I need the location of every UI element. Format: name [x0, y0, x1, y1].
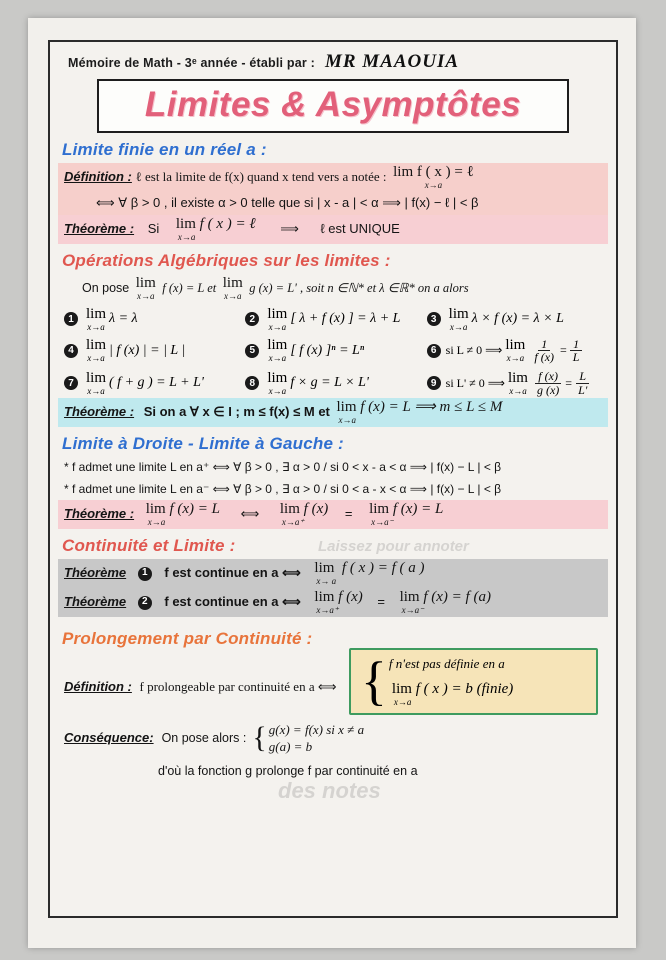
frac-den-6: f (x)	[534, 350, 555, 365]
case-line-1: g(x) = f(x) si x ≠ a	[268, 721, 365, 737]
theorem-label-4: Théorème	[64, 564, 127, 580]
document-sheet	[48, 40, 618, 918]
limit-operator-op2	[267, 307, 287, 332]
item-number-7: 7	[64, 376, 78, 390]
lim-op-text-12: lim f ( x ) = b (finie)	[391, 681, 514, 697]
lim-sub-3: x→a	[137, 290, 155, 301]
theorem-arrow-1: ⟹	[280, 220, 299, 236]
operations-grid	[58, 303, 608, 398]
limit-operator-3	[136, 276, 156, 301]
section-heading-operations: Opérations Algébriques sur les limites :	[62, 250, 391, 270]
lim-sub-op8: x→a	[268, 385, 287, 396]
frac-den-9: g (x)	[536, 382, 560, 397]
theorem-eq-3: =	[344, 505, 353, 521]
fraction-fx-over-gx	[534, 370, 562, 396]
frac-res-den-6: L	[572, 350, 580, 365]
section-heading-prolongement: Prolongement par Continuité :	[62, 629, 313, 648]
operation-item-1	[64, 307, 241, 332]
section-heading-droite-gauche: Limite à Droite - Limite à Gauche :	[62, 434, 344, 454]
lim-op-text-1: lim f ( x ) = ℓ	[393, 164, 474, 180]
lim-op-op4: lim	[86, 337, 107, 354]
paper-page	[28, 18, 636, 948]
operations-intro-c: g (x) = L' , soit n ∈ℕ* et λ ∈ℝ* on a alors	[249, 280, 469, 295]
document-header	[58, 48, 608, 75]
lim-op-op6: lim	[505, 337, 526, 354]
theorem-row-5	[58, 588, 608, 617]
limit-operator-op9	[508, 371, 528, 396]
limit-operator-1	[393, 165, 474, 190]
theorem-text-2: Si on a ∀ x ∈ I ; m ≤ f(x) ≤ M et	[143, 404, 330, 420]
limit-operator-8	[369, 502, 443, 527]
lim-sub-op7: x→a	[87, 385, 105, 396]
consequence-text: On pose alors :	[161, 731, 247, 746]
frac-num-6: 1	[538, 338, 550, 352]
limit-operator-9	[314, 561, 424, 586]
theorem-row-3	[58, 500, 608, 529]
fraction-1-over-L	[570, 338, 583, 364]
limit-operator-10	[314, 590, 362, 615]
limit-operator-op1	[86, 307, 106, 332]
limit-operator-7	[280, 502, 328, 527]
limit-operator-4	[223, 276, 243, 301]
operations-intro-a: On pose	[82, 280, 130, 295]
operation-expr-3: λ × f (x) = λ × L	[471, 311, 564, 327]
lim-op-text-7: lim f (x)	[279, 501, 329, 517]
lim-op-text-6: lim f (x) = L	[145, 501, 220, 517]
lim-sub-6: x→a	[147, 517, 166, 527]
title-box	[97, 79, 569, 133]
operation-item-3	[427, 307, 604, 332]
theorem-equiv-3: ⟺	[240, 505, 260, 521]
lim-op-op3: lim	[448, 305, 469, 322]
lim-op-op1: lim	[86, 305, 107, 322]
item-number-1: 1	[64, 312, 78, 326]
lim-sub-7: x→a⁺	[281, 517, 305, 527]
theorem-row-1	[58, 215, 608, 244]
theorem-text-5: f est continue en a ⟺	[164, 593, 301, 609]
limit-left-line: * f admet une limite L en a⁻ ⟺ ∀ β > 0 , ∃ α > 0 / si 0 < a - x < α ⟹ | f(x) − L | < β	[64, 481, 502, 496]
lim-sub-op6: x→a	[506, 353, 525, 364]
operation-item-8	[245, 370, 422, 396]
lim-op-text-2: lim f ( x ) = ℓ	[175, 215, 256, 232]
lim-sub-op2: x→a	[268, 321, 287, 332]
theorem-eq-5: =	[377, 593, 385, 609]
item-number-8: 8	[245, 376, 259, 390]
lim-sub-2: x→a	[177, 231, 196, 242]
operation-expr-5: [ f (x) ]ⁿ = Lⁿ	[290, 342, 365, 358]
operation-expr-2: [ λ + f (x) ] = λ + L	[290, 311, 401, 327]
operations-intro	[58, 274, 608, 303]
item-number-2: 2	[245, 312, 259, 326]
definition-row-1	[58, 163, 608, 192]
theorem-pre-1: Si	[147, 220, 160, 236]
lim-op-op9: lim	[507, 369, 528, 386]
operations-intro-b: f (x) = L et	[162, 280, 217, 295]
fraction-1-over-fx	[531, 338, 557, 364]
operation-item-9: 9 si L' ≠ 0 ⟹ lim x→a $\frac{f (x)}{g (x)}$ = $\frac{L}{L'}$	[427, 370, 604, 396]
lim-sub-9: x→ a	[316, 576, 337, 586]
operation-item-2	[245, 307, 422, 332]
lim-sub-10: x→a⁺	[316, 605, 339, 615]
item-number-9: 9	[427, 376, 441, 390]
lim-op-op7: lim	[86, 369, 107, 386]
theorem-label-3: Théorème :	[64, 505, 135, 521]
lim-op-text-5: lim f (x) = L ⟹ m ≤ L ≤ M	[336, 399, 503, 416]
theorem-label-1: Théorème :	[64, 220, 135, 236]
operation-item-4	[64, 338, 241, 364]
item-number-3: 3	[427, 312, 441, 326]
item-number-5: 5	[245, 344, 259, 358]
definition-text-2: f prolongeable par continuité en a ⟺	[139, 679, 337, 694]
conclusion-line: d'où la fonction g prolonge f par continuité en a	[158, 763, 418, 778]
case-line-2: g(a) = b	[268, 739, 313, 755]
lim-sub-1: x→a	[424, 180, 443, 190]
box-line-1: f n'est pas définie en a	[388, 656, 505, 671]
lim-op-op5: lim	[267, 337, 288, 354]
lim-op-text-10: lim f (x)	[314, 589, 363, 605]
header-line: Mémoire de Math - 3ᵉ année - établi par :	[68, 56, 315, 70]
limit-operator-5	[337, 400, 503, 425]
green-condition-box	[349, 648, 598, 715]
limit-operator-op8	[267, 371, 287, 396]
theorem-label-5: Théorème	[64, 593, 127, 609]
lim-sub-op5: x→a	[268, 353, 287, 364]
lim-op-text-11: lim f (x) = f (a)	[399, 589, 491, 605]
fraction-L-over-Lprime	[575, 370, 590, 396]
limit-operator-6	[146, 502, 220, 527]
lim-sub-op9: x→a	[509, 385, 527, 396]
header-author: MR MAAOUIA	[324, 51, 460, 72]
limit-operator-op6	[505, 338, 525, 363]
lim-op-op2: lim	[267, 305, 288, 322]
operation-item-7	[64, 370, 241, 396]
frac-num-9: f (x)	[535, 370, 561, 384]
theorem-row-4	[58, 559, 608, 588]
definition-equiv-1: ⟺ ∀ β > 0 , il existe α > 0 telle que si | x - a | < α ⟹ | f(x) − ℓ | < β	[58, 192, 608, 215]
theorem-post-1: ℓ est UNIQUE	[320, 220, 400, 236]
section-heading-continuite: Continuité et Limite :	[62, 536, 236, 555]
frac-res-num-9: L	[576, 370, 589, 384]
limit-operator-op4	[86, 338, 106, 363]
consequence-label: Conséquence:	[64, 729, 154, 745]
limit-operator-2	[176, 217, 256, 242]
limit-right-line: * f admet une limite L en a⁺ ⟺ ∀ β > 0 , ∃ α > 0 / si 0 < x - a < α ⟹ | f(x) − L | < β	[64, 460, 502, 475]
item-number-6: 6	[427, 344, 441, 358]
limit-operator-op7	[86, 371, 106, 396]
lim-sub-12: x→a	[393, 697, 412, 707]
lim-op-text-8: lim f (x) = L	[369, 501, 444, 517]
lim-op-text-9: lim f ( x ) = f ( a )	[314, 560, 425, 576]
frac-res-num-6: 1	[570, 338, 582, 352]
operation-expr-9: si L' ≠ 0 ⟹	[445, 375, 505, 390]
operation-expr-6: si L ≠ 0 ⟹	[445, 343, 503, 358]
watermark-text-1: Laissez pour annoter	[318, 538, 469, 555]
lim-op-op8: lim	[267, 369, 288, 386]
theorem-label-2: Théorème :	[64, 404, 135, 420]
theorem-number-1: 1	[138, 567, 152, 581]
lim-sub-11: x→a⁻	[401, 605, 424, 615]
frac-res-den-9: L'	[578, 382, 588, 397]
operation-item-5	[245, 338, 422, 364]
limit-operator-12	[392, 682, 513, 707]
operation-expr-4: | f (x) | = | L |	[109, 342, 186, 358]
brace-icon: {	[361, 651, 387, 712]
lim-sub-8: x→a⁻	[371, 517, 394, 527]
operation-expr-8: f × g = L × L'	[290, 375, 369, 391]
item-number-4: 4	[64, 344, 78, 358]
lim-sub-op1: x→a	[87, 321, 105, 332]
page-title: Limites & Asymptôtes	[144, 85, 522, 124]
theorem-text-4: f est continue en a ⟺	[164, 564, 301, 580]
definition-label-2: Définition :	[64, 679, 132, 694]
operation-item-6: 6 si L ≠ 0 ⟹ lim x→a $\frac{1}{f (x)}$ = $\frac{1}{L}$	[427, 338, 604, 364]
definition-text-1: ℓ est la limite de f(x) quand x tend vers a notée :	[135, 168, 387, 184]
operation-expr-1: λ = λ	[109, 311, 138, 327]
limit-operator-op5	[267, 338, 287, 363]
theorem-row-2	[58, 398, 608, 427]
limit-operator-11	[400, 590, 491, 615]
section-heading-limite-finie: Limite finie en un réel a :	[62, 140, 267, 159]
theorem-number-2: 2	[138, 596, 152, 610]
lim-sub-5: x→a	[338, 415, 356, 426]
cases-brace-icon: {	[252, 721, 267, 755]
cases-block	[252, 721, 364, 756]
lim-op-text-3: lim	[135, 274, 156, 291]
lim-sub-op4: x→a	[87, 353, 105, 364]
definition-label-1: Définition :	[64, 168, 132, 184]
watermark-text-2: des notes	[278, 778, 381, 803]
lim-sub-4: x→a	[224, 290, 242, 301]
limit-operator-op3	[449, 307, 469, 332]
lim-op-text-4: lim	[222, 274, 243, 291]
operation-expr-7: ( f + g ) = L + L'	[109, 375, 204, 391]
lim-sub-op3: x→a	[449, 321, 468, 332]
